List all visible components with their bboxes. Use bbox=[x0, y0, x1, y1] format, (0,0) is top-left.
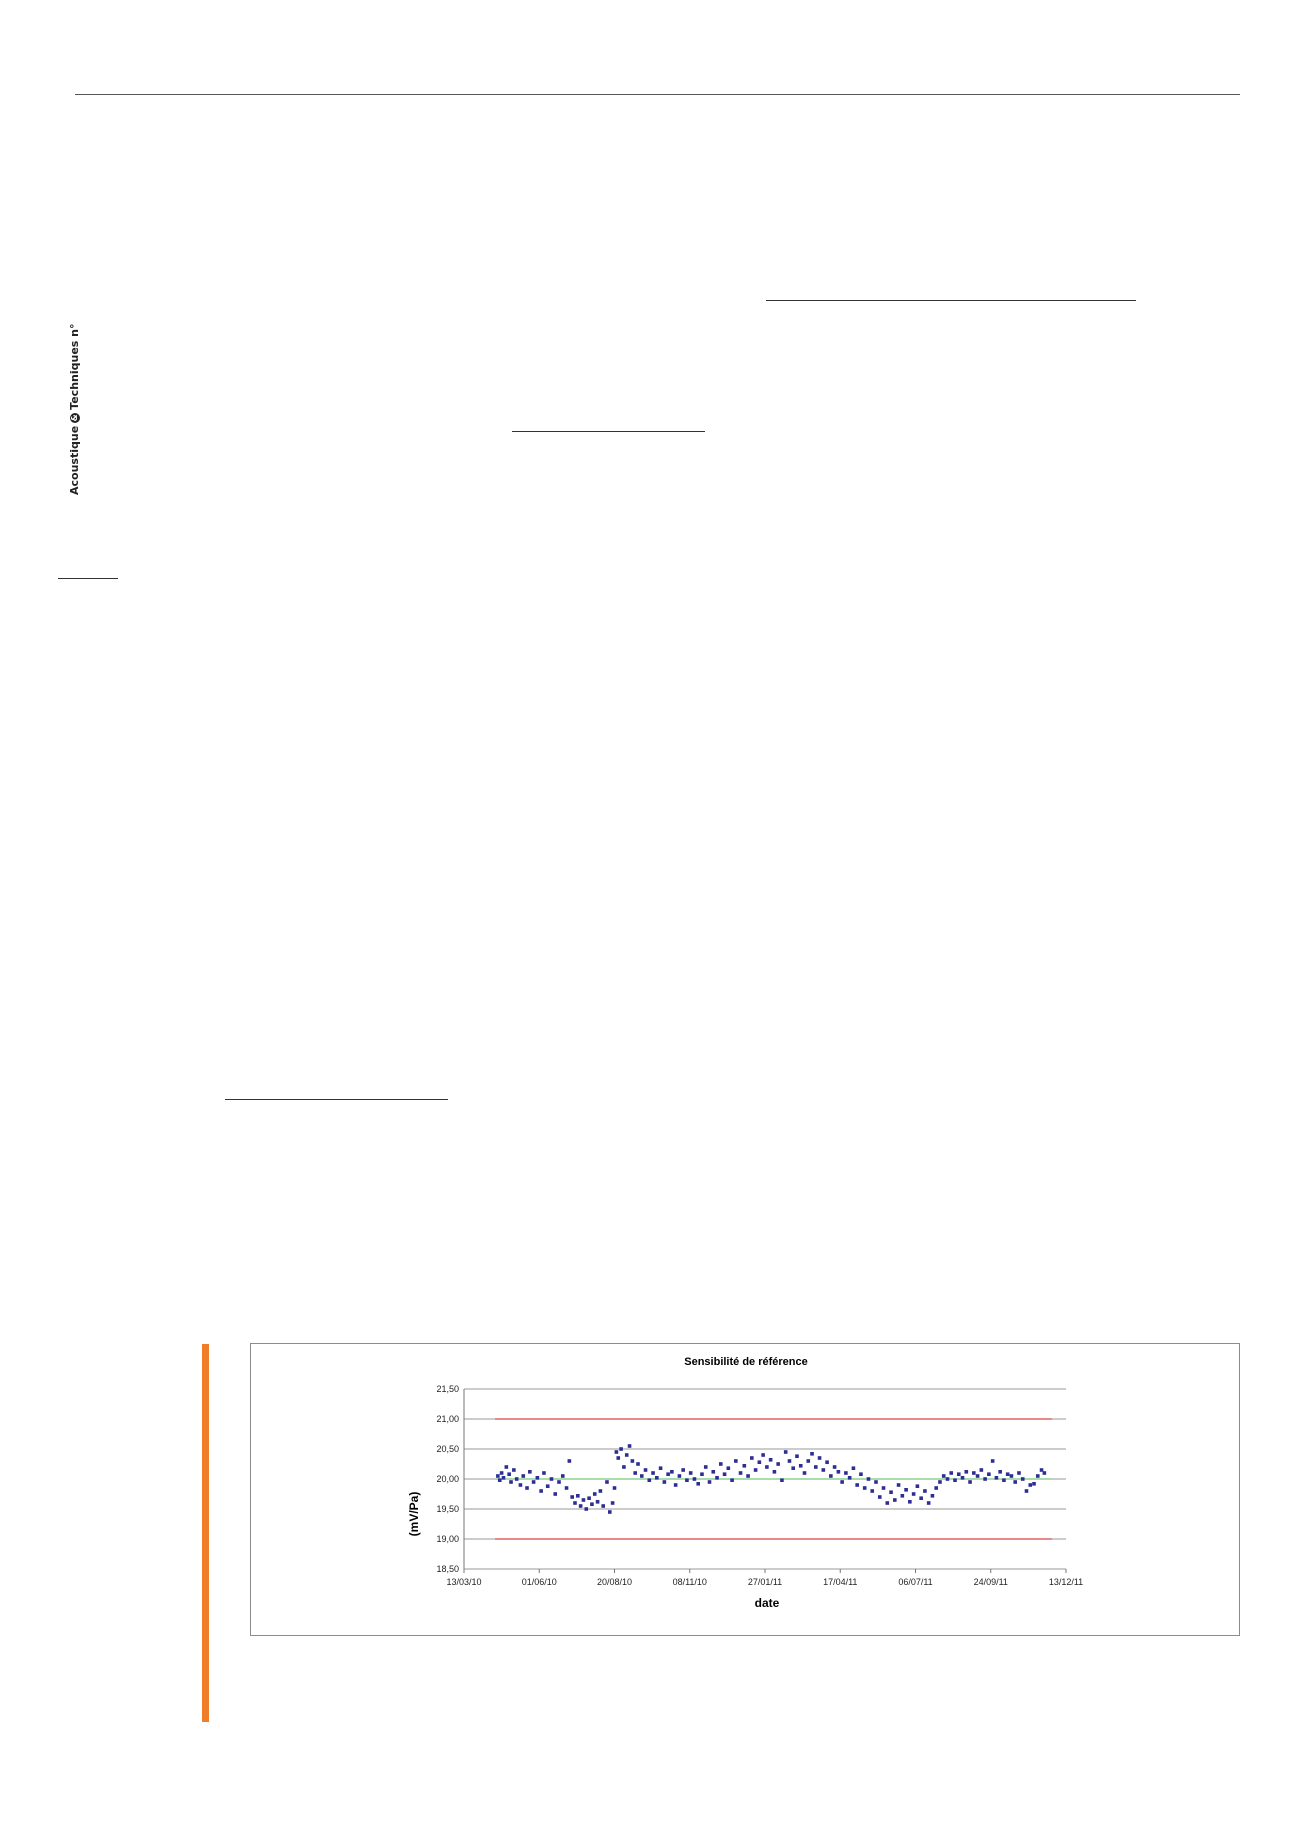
data-point bbox=[590, 1502, 594, 1506]
scatter-chart bbox=[251, 1344, 1239, 1635]
data-point bbox=[644, 1468, 648, 1472]
data-point bbox=[496, 1474, 500, 1478]
data-point bbox=[568, 1459, 572, 1463]
x-tick-label: 24/09/11 bbox=[973, 1577, 1008, 1587]
data-point bbox=[525, 1486, 529, 1490]
data-point bbox=[601, 1504, 605, 1508]
data-point bbox=[734, 1459, 738, 1463]
data-point bbox=[1028, 1483, 1032, 1487]
ampersand-logo-icon: & bbox=[69, 414, 79, 422]
data-point bbox=[878, 1495, 882, 1499]
data-point bbox=[704, 1465, 708, 1469]
y-tick-label: 20,50 bbox=[436, 1444, 459, 1454]
data-point bbox=[818, 1456, 822, 1460]
data-point bbox=[1036, 1474, 1040, 1478]
data-point bbox=[1013, 1480, 1017, 1484]
data-point bbox=[546, 1484, 550, 1488]
data-point bbox=[539, 1489, 543, 1493]
x-tick-label: 20/08/10 bbox=[596, 1577, 633, 1587]
data-point bbox=[976, 1474, 980, 1478]
x-tick-label: 27/01/11 bbox=[747, 1577, 783, 1587]
data-point bbox=[633, 1471, 637, 1475]
data-point bbox=[565, 1486, 569, 1490]
data-point bbox=[1006, 1472, 1010, 1476]
figure-accent-bar bbox=[202, 1344, 209, 1722]
y-tick-label: 21,00 bbox=[436, 1414, 459, 1424]
y-tick-label: 19,00 bbox=[436, 1534, 459, 1544]
data-point bbox=[678, 1474, 682, 1478]
data-point bbox=[711, 1470, 715, 1474]
data-point bbox=[532, 1480, 536, 1484]
data-point bbox=[579, 1504, 583, 1508]
data-point bbox=[953, 1478, 957, 1482]
data-point bbox=[754, 1468, 758, 1472]
data-point bbox=[593, 1492, 597, 1496]
data-point bbox=[923, 1489, 927, 1493]
data-point bbox=[980, 1468, 984, 1472]
hyperlink-underline bbox=[512, 431, 705, 432]
data-point bbox=[773, 1470, 777, 1474]
data-point bbox=[829, 1474, 833, 1478]
data-point bbox=[700, 1472, 704, 1476]
data-point bbox=[1025, 1489, 1029, 1493]
data-point bbox=[908, 1500, 912, 1504]
journal-name-part2: Techniques n° bbox=[68, 323, 81, 410]
data-point bbox=[855, 1483, 859, 1487]
data-point bbox=[615, 1450, 619, 1454]
data-point bbox=[596, 1500, 600, 1504]
data-point bbox=[599, 1489, 603, 1493]
data-point bbox=[750, 1456, 754, 1460]
data-point bbox=[608, 1510, 612, 1514]
data-point bbox=[991, 1459, 995, 1463]
data-point bbox=[631, 1459, 635, 1463]
data-point bbox=[651, 1471, 655, 1475]
data-point bbox=[719, 1462, 723, 1466]
data-point bbox=[696, 1482, 700, 1486]
data-point bbox=[557, 1480, 561, 1484]
hyperlink-underline bbox=[225, 1099, 448, 1100]
x-tick-label: 17/04/11 bbox=[823, 1577, 858, 1587]
data-point bbox=[957, 1472, 961, 1476]
data-point bbox=[938, 1480, 942, 1484]
data-point bbox=[889, 1490, 893, 1494]
data-point bbox=[893, 1498, 897, 1502]
x-tick-label: 06/07/11 bbox=[898, 1577, 933, 1587]
data-point bbox=[708, 1480, 712, 1484]
data-point bbox=[584, 1507, 588, 1511]
data-point bbox=[746, 1474, 750, 1478]
data-point bbox=[528, 1470, 532, 1474]
hyperlink-underline bbox=[766, 300, 1136, 301]
data-point bbox=[765, 1465, 769, 1469]
data-point bbox=[636, 1462, 640, 1466]
data-point bbox=[964, 1470, 968, 1474]
data-point bbox=[901, 1494, 905, 1498]
data-point bbox=[904, 1488, 908, 1492]
journal-name-part1: Acoustique bbox=[68, 425, 81, 495]
x-axis-label: date bbox=[754, 1596, 780, 1610]
data-point bbox=[666, 1472, 670, 1476]
data-point bbox=[616, 1456, 620, 1460]
data-point bbox=[987, 1472, 991, 1476]
data-point bbox=[570, 1495, 574, 1499]
data-point bbox=[949, 1471, 953, 1475]
data-point bbox=[998, 1470, 1002, 1474]
data-point bbox=[550, 1477, 554, 1481]
data-point bbox=[553, 1492, 557, 1496]
y-tick-label: 18,50 bbox=[436, 1564, 459, 1574]
data-point bbox=[655, 1476, 659, 1480]
data-point bbox=[837, 1470, 841, 1474]
y-tick-label: 21,50 bbox=[436, 1384, 459, 1394]
data-point bbox=[573, 1501, 577, 1505]
y-axis-ticks bbox=[436, 1384, 459, 1574]
data-point bbox=[810, 1452, 814, 1456]
data-point bbox=[983, 1477, 987, 1481]
data-point bbox=[806, 1459, 810, 1463]
data-point bbox=[505, 1465, 509, 1469]
data-point bbox=[685, 1478, 689, 1482]
data-point bbox=[670, 1470, 674, 1474]
journal-margin-title bbox=[68, 323, 81, 495]
data-point bbox=[825, 1460, 829, 1464]
chart-frame bbox=[250, 1343, 1240, 1636]
data-point bbox=[715, 1476, 719, 1480]
data-point bbox=[648, 1478, 652, 1482]
data-point bbox=[582, 1498, 586, 1502]
data-point bbox=[625, 1453, 629, 1457]
data-point bbox=[995, 1476, 999, 1480]
data-point bbox=[730, 1478, 734, 1482]
data-point bbox=[674, 1483, 678, 1487]
data-point bbox=[1017, 1471, 1021, 1475]
data-point bbox=[611, 1501, 615, 1505]
data-point bbox=[780, 1478, 784, 1482]
data-point bbox=[833, 1465, 837, 1469]
data-point bbox=[867, 1477, 871, 1481]
data-point bbox=[743, 1464, 747, 1468]
data-point bbox=[874, 1480, 878, 1484]
x-axis-ticks bbox=[446, 1569, 1083, 1587]
data-point bbox=[1021, 1477, 1025, 1481]
data-point bbox=[822, 1468, 826, 1472]
data-point bbox=[1010, 1474, 1014, 1478]
x-tick-label: 01/06/10 bbox=[521, 1577, 557, 1587]
data-point bbox=[972, 1471, 976, 1475]
data-point bbox=[605, 1480, 609, 1484]
data-point bbox=[784, 1450, 788, 1454]
data-point bbox=[561, 1474, 565, 1478]
data-point bbox=[968, 1480, 972, 1484]
data-point bbox=[761, 1453, 765, 1457]
data-point bbox=[640, 1474, 644, 1478]
data-point bbox=[619, 1447, 623, 1451]
data-point bbox=[681, 1468, 685, 1472]
data-point bbox=[727, 1466, 731, 1470]
data-point bbox=[859, 1472, 863, 1476]
data-point bbox=[659, 1466, 663, 1470]
data-point bbox=[882, 1486, 886, 1490]
footnote-rule bbox=[58, 578, 118, 579]
data-point bbox=[912, 1492, 916, 1496]
data-point bbox=[885, 1501, 889, 1505]
data-point bbox=[502, 1476, 506, 1480]
data-point bbox=[795, 1454, 799, 1458]
data-point bbox=[613, 1486, 617, 1490]
data-point bbox=[515, 1477, 519, 1481]
y-tick-label: 20,00 bbox=[436, 1474, 459, 1484]
x-tick-label: 13/03/10 bbox=[446, 1577, 482, 1587]
data-point bbox=[622, 1465, 626, 1469]
data-point bbox=[916, 1484, 920, 1488]
data-point bbox=[814, 1465, 818, 1469]
data-point bbox=[1032, 1482, 1036, 1486]
data-point bbox=[848, 1476, 852, 1480]
reference-lines bbox=[495, 1419, 1052, 1539]
data-point bbox=[519, 1483, 523, 1487]
data-point bbox=[739, 1471, 743, 1475]
data-point bbox=[961, 1476, 965, 1480]
data-point bbox=[927, 1501, 931, 1505]
page-top-rule bbox=[75, 94, 1240, 95]
data-point bbox=[852, 1466, 856, 1470]
data-point bbox=[500, 1471, 504, 1475]
data-point bbox=[897, 1483, 901, 1487]
x-tick-label: 08/11/10 bbox=[672, 1577, 707, 1587]
data-point bbox=[628, 1444, 632, 1448]
data-point bbox=[788, 1459, 792, 1463]
data-point bbox=[931, 1494, 935, 1498]
data-point bbox=[507, 1472, 511, 1476]
data-point bbox=[723, 1472, 727, 1476]
data-point bbox=[769, 1458, 773, 1462]
data-point bbox=[689, 1471, 693, 1475]
data-point bbox=[803, 1471, 807, 1475]
data-point bbox=[844, 1471, 848, 1475]
data-point bbox=[1002, 1478, 1006, 1482]
data-point bbox=[663, 1480, 667, 1484]
data-point bbox=[576, 1494, 580, 1498]
data-point bbox=[946, 1477, 950, 1481]
data-point bbox=[498, 1478, 502, 1482]
data-point bbox=[919, 1496, 923, 1500]
data-point bbox=[863, 1486, 867, 1490]
data-point bbox=[840, 1480, 844, 1484]
data-point bbox=[512, 1468, 516, 1472]
data-point bbox=[521, 1474, 525, 1478]
data-point bbox=[791, 1466, 795, 1470]
y-axis-label: (mV/Pa) bbox=[407, 1491, 421, 1537]
data-point bbox=[1043, 1471, 1047, 1475]
data-point bbox=[934, 1486, 938, 1490]
data-point bbox=[942, 1474, 946, 1478]
data-point bbox=[870, 1489, 874, 1493]
chart-title: Sensibilité de référence bbox=[684, 1356, 808, 1368]
data-point bbox=[758, 1460, 762, 1464]
data-point bbox=[542, 1471, 546, 1475]
data-point bbox=[587, 1496, 591, 1500]
data-point bbox=[693, 1477, 697, 1481]
data-point bbox=[509, 1480, 513, 1484]
x-tick-label: 13/12/11 bbox=[1048, 1577, 1084, 1587]
data-point bbox=[799, 1464, 803, 1468]
y-tick-label: 19,50 bbox=[436, 1504, 459, 1514]
data-point bbox=[776, 1462, 780, 1466]
data-point bbox=[536, 1476, 540, 1480]
